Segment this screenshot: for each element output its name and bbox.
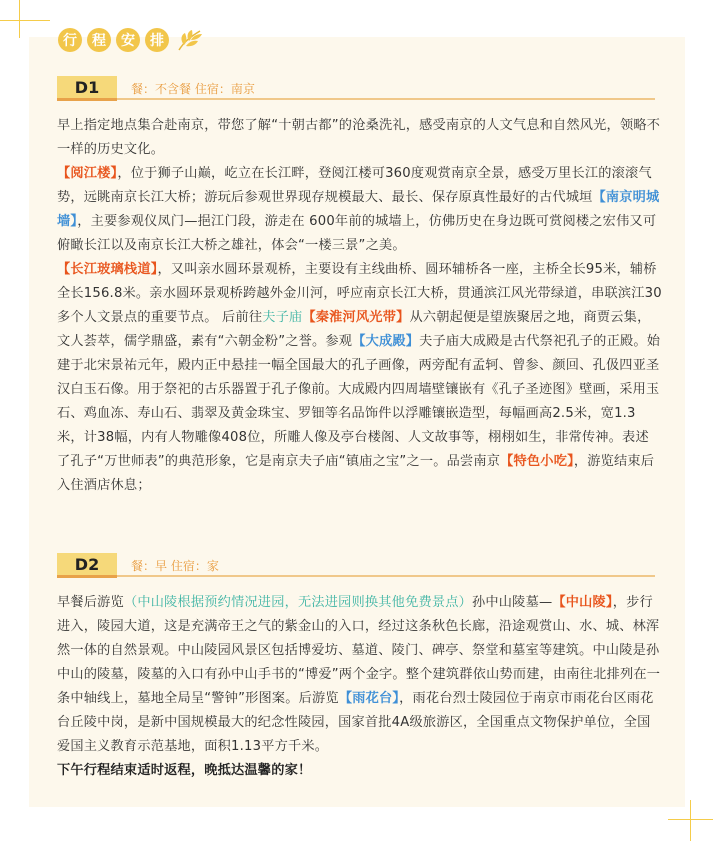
day-label: D1: [57, 76, 117, 101]
itinerary-paragraph: [57, 591, 662, 759]
itinerary-paragraph: [57, 258, 662, 498]
itinerary-paragraph: [57, 114, 662, 162]
body-text: 从六朝起便是望族聚居之地，商贾云集，文人荟萃，儒学鼎盛，素有“六朝金粉”之誉。参观: [57, 310, 651, 349]
body-text: 早上指定地点集合赴南京，带您了解“十朝古都”的沧桑洗礼，感受南京的人文气息和自然风光，领略不一样的历史文化。: [57, 118, 661, 157]
itinerary-paragraph: [57, 162, 662, 258]
day-meta: 餐：不含餐 住宿：南京: [131, 82, 255, 96]
highlight-text: 夫子庙: [262, 310, 303, 325]
day-body-d1: [57, 114, 662, 498]
highlight-text: 【特色小吃】: [500, 454, 574, 469]
highlight-text: 【大成殿】: [352, 334, 420, 349]
highlight-text: 【中山陵】: [552, 595, 613, 610]
highlight-text: 【雨花台】: [338, 691, 400, 706]
body-text: ，步行进入，陵园大道，这是充满帝王之气的紫金山的入口，经过这条秋色长廊，沿途观赏山、水、城、林浑然一体的自然景观。中山陵园风景区包括博爱坊、墓道、陵门、碑亭、祭堂和墓室等建筑。中山陵是孙中山的陵墓，陵墓的入口有孙中山手书的“博爱”两个金字。整个建筑群依山势而建，由南往北排列在一条中轴线上，墓地全局呈“警钟”形图案。后游览: [57, 595, 661, 706]
title-char: 行: [58, 28, 82, 52]
body-text: 夫子庙大成殿是古代祭祀孔子的正殿。始建于北宋景祐元年，殿内正中悬挂一幅全国最大的孔子画像，两旁配有孟轲、曾参、颜回、孔伋四亚圣汉白玉石像。用于祭祀的古乐器置于孔子像前。大成殿内四周墙壁镶嵌有《孔子圣迹图》壁画，采用玉石、鸡血冻、寿山石、翡翠及黄金珠宝、罗钿等名品饰件以浮雕镶嵌造型，每幅画高2.5米，宽1.3米，计38幅，内有人物雕像408位，所雕人像及亭台楼阁、人文故事等，栩栩如生，非常传神。表述了孔子“万世师表”的典范形象，它是南京夫子庙“镇庙之宝”之一。品尝南京: [57, 334, 661, 469]
highlight-text: 下午行程结束适时返程，晚抵达温馨的家！: [57, 763, 312, 778]
day-label: D2: [57, 553, 117, 578]
highlight-text: 【秦淮河风光带】: [302, 310, 410, 325]
corner-line-bottom-vertical: [690, 800, 691, 841]
corner-line-top-horizontal: [0, 20, 50, 21]
highlight-text: 【阅江楼】: [57, 166, 118, 181]
leaf-icon: [176, 28, 204, 52]
body-text: ，又叫亲水圆环景观桥，主要设有主线曲桥、圆环辅桥各一座，主桥全长95米，辅桥全长156.8米。亲水圆环景观桥跨越外金川河，呼应南京长江大桥，贯通滨江风光带绿道，串联滨江30多个人文景点的重要节点。 后前往: [57, 262, 662, 325]
body-text: 孙中山陵墓—: [472, 595, 553, 610]
highlight-text: （中山陵根据预约情况进园，无法进园则换其他免费景点）: [123, 595, 473, 610]
highlight-text: 【长江玻璃栈道】: [57, 262, 158, 277]
day-meta: 餐：早 住宿：家: [131, 559, 219, 573]
title-char: 排: [145, 28, 169, 52]
corner-line-top-vertical: [19, 0, 20, 38]
day-body-d2: [57, 591, 662, 783]
title-char: 程: [87, 28, 111, 52]
day-divider: [117, 575, 655, 577]
section-title: [58, 28, 204, 52]
day-divider: [117, 98, 655, 100]
body-text: ，雨花台烈士陵园位于南京市雨花台区雨花台丘陵中岗，是新中国规模最大的纪念性陵园，国家首批4A级旅游区，全国重点文物保护单位，全国爱国主义教育示范基地，面积1.13平方千米。: [57, 691, 654, 754]
body-text: ，游览结束后入住酒店休息；: [57, 454, 655, 493]
body-text: ，位于狮子山巅，屹立在长江畔，登阅江楼可360度观赏南京全景，感受万里长江的滚滚气势，远眺南京长江大桥；游玩后参观世界现存规模最大、最长、保存原真性最好的古代城垣: [57, 166, 652, 205]
title-char: 安: [116, 28, 140, 52]
highlight-text: 【南京明城墙】: [57, 190, 660, 229]
body-text: 早餐后游览: [57, 595, 124, 610]
itinerary-paragraph: [57, 759, 662, 783]
body-text: ，主要参观仪凤门—挹江门段，游走在 600年前的城墙上，仿佛历史在身边既可赏阅楼之宏伟又可俯瞰长江以及南京长江大桥之雄社，体会“一楼三景”之美。: [57, 214, 657, 253]
